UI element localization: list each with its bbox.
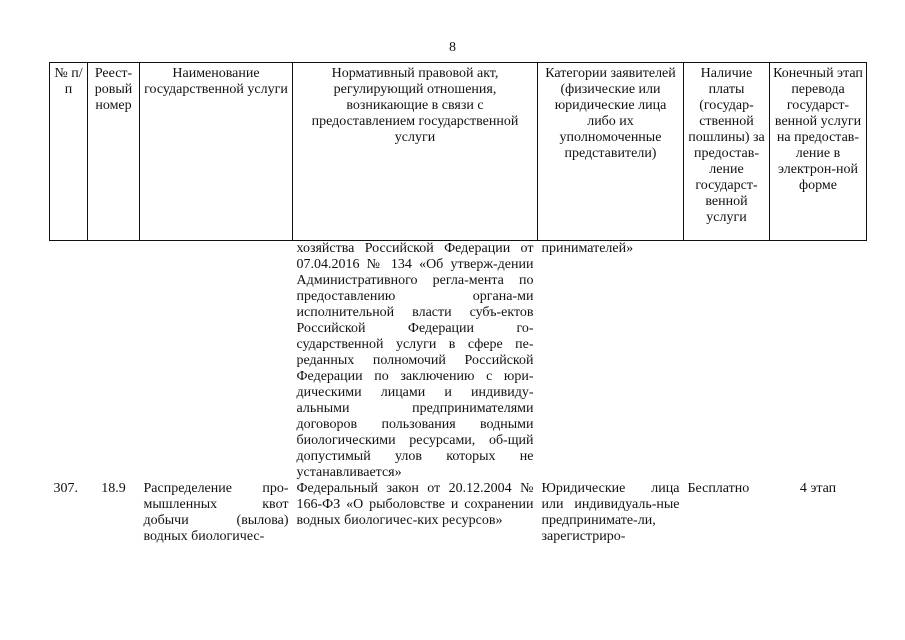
page-number: 8: [449, 40, 456, 55]
cont-fee: [684, 241, 770, 482]
cont-service-name: [140, 241, 293, 482]
header-final-stage: Конечный этап перевода государст-венной услуги на предостав-ление в электрон-ной форме: [770, 63, 867, 241]
row-final-stage: 4 этап: [799, 481, 837, 496]
header-num: № п/п: [50, 63, 88, 241]
table-row: [50, 481, 867, 545]
continuation-row: [50, 241, 867, 482]
cont-num: [50, 241, 88, 482]
header-service-name: Наименование государственной услуги: [140, 63, 293, 241]
row-applicants: Юридические лица или индивидуаль-ные предпринимате-ли, зарегистриро-: [541, 481, 680, 544]
header-row: [50, 63, 867, 241]
cont-legal-act: хозяйства Российской Федерации от 07.04.2016 № 134 «Об утверж-дении Административного регла-мента по предоставлению органа-ми исполнительной власти субъ-ектов Российской Федерации го-сударственной услуги в сфере пе-реданных полномочий Российской Федерации по заключению с юри-дическими лицами и индивиду-альными предпринимателями договоров пользования водными биологическими ресурсами, об-щий допустимый улов которых не устанавливается»: [296, 241, 534, 480]
header-legal-act: Нормативный правовой акт, регулирующий отношения, возникающие в связи с предоставлением государственной услуги: [293, 63, 538, 241]
row-num: 307.: [53, 481, 78, 496]
cont-final-stage: [770, 241, 867, 482]
row-legal-act: Федеральный закон от 20.12.2004 № 166-ФЗ «О рыболовстве и сохранении водных биологичес-ких ресурсов»: [296, 481, 534, 528]
header-fee: Наличие платы (государ-ственной пошлины) за предостав-ление государст-венной услуги: [684, 63, 770, 241]
services-table: [49, 62, 867, 545]
header-registry: Реест-ровый номер: [88, 63, 140, 241]
row-service-name: Распределение про-мышленных квот добычи (вылова) водных биологичес-: [143, 481, 289, 544]
row-registry: 18.9: [101, 481, 126, 496]
header-applicants: Категории заявителей (физические или юридические лица либо их уполномоченные представители): [538, 63, 684, 241]
row-fee: Бесплатно: [687, 481, 750, 496]
cont-applicants: принимателей»: [541, 241, 634, 256]
cont-registry: [88, 241, 140, 482]
